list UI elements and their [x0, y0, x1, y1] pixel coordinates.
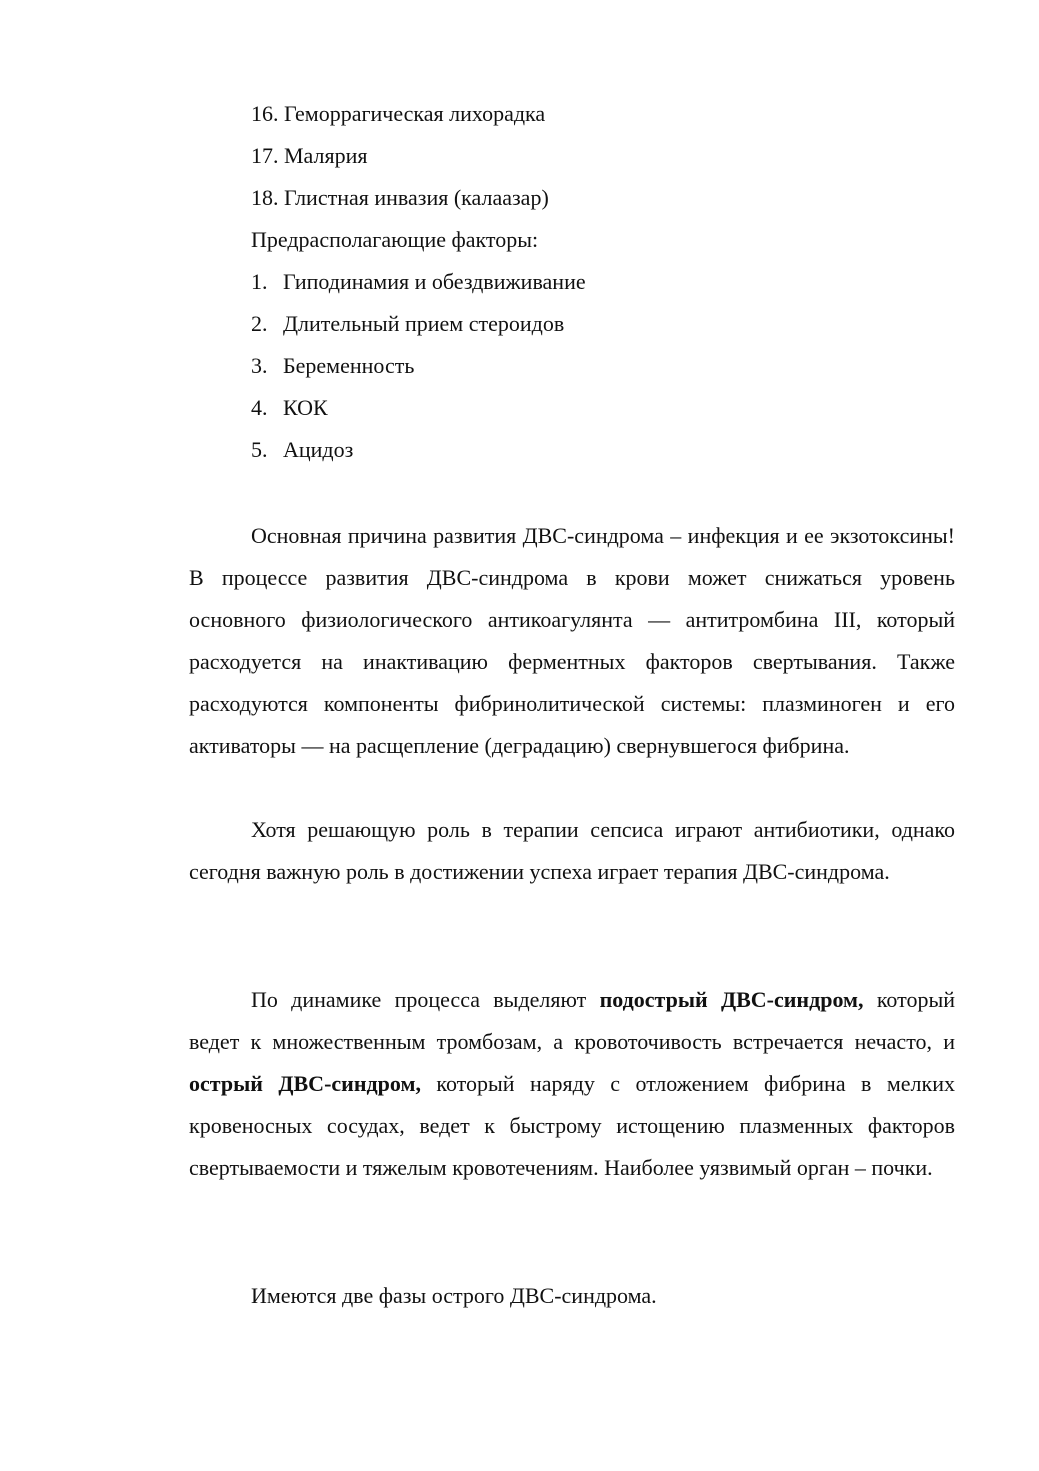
acute-dic-term: острый ДВС-синдром, — [189, 1071, 421, 1096]
list-item-16: 16. Геморрагическая лихорадка — [251, 101, 546, 126]
factor-item-3 — [251, 352, 414, 380]
subacute-dic-term: подострый ДВС-синдром, — [599, 987, 864, 1012]
factor-item-5 — [251, 436, 353, 464]
factor-text: Длительный прием стероидов — [283, 311, 565, 336]
factor-number: 3. — [251, 353, 268, 378]
factor-text: Беременность — [283, 353, 415, 378]
factor-item-4 — [251, 394, 328, 422]
paragraph-phases: Имеются две фазы острого ДВС-синдрома. — [251, 1283, 657, 1308]
factor-number: 5. — [251, 437, 268, 462]
factor-text: Ацидоз — [283, 437, 354, 462]
factor-number: 4. — [251, 395, 268, 420]
factor-number: 2. — [251, 311, 268, 336]
paragraph-main-cause: Основная причина развития ДВС-синдрома – инфекция и ее экзотоксины! В процессе развития ДВС-синдрома в крови может снижаться уровень основного физиологического антикоагулянта — антитромбина III, который расходуется на инактивацию ферментных факторов свертывания. Также расходуются компоненты фибринолитической системы: плазминоген и его активаторы — на расщепление (деградацию) свернувшегося фибрина. — [189, 523, 955, 758]
factor-number: 1. — [251, 269, 268, 294]
dynamics-text-2: который ведет к множественным тромбозам, а кровоточивость встречается нечасто, и — [189, 987, 955, 1054]
list-item-17: 17. Малярия — [251, 143, 368, 168]
paragraph-therapy: Хотя решающую роль в терапии сепсиса играют антибиотики, однако сегодня важную роль в достижении успеха играет терапия ДВС-синдрома. — [189, 817, 955, 884]
factor-text: КОК — [283, 395, 328, 420]
paragraph-dynamics — [189, 979, 955, 1189]
factor-text: Гиподинамия и обездвиживание — [283, 269, 586, 294]
dynamics-text-1: По динамике процесса выделяют — [251, 987, 600, 1012]
dynamics-text-3: который наряду с отложением фибрина в мелких кровеносных сосудах, ведет к быстрому истощению плазменных факторов свертываемости и тяжелым кровотечениям. Наиболее уязвимый орган – почки. — [189, 1071, 955, 1180]
factor-item-2 — [251, 310, 564, 338]
factor-item-1 — [251, 268, 586, 296]
list-item-18: 18. Глистная инвазия (калаазар) — [251, 185, 549, 210]
predisposing-factors-heading: Предрасполагающие факторы: — [251, 227, 539, 252]
